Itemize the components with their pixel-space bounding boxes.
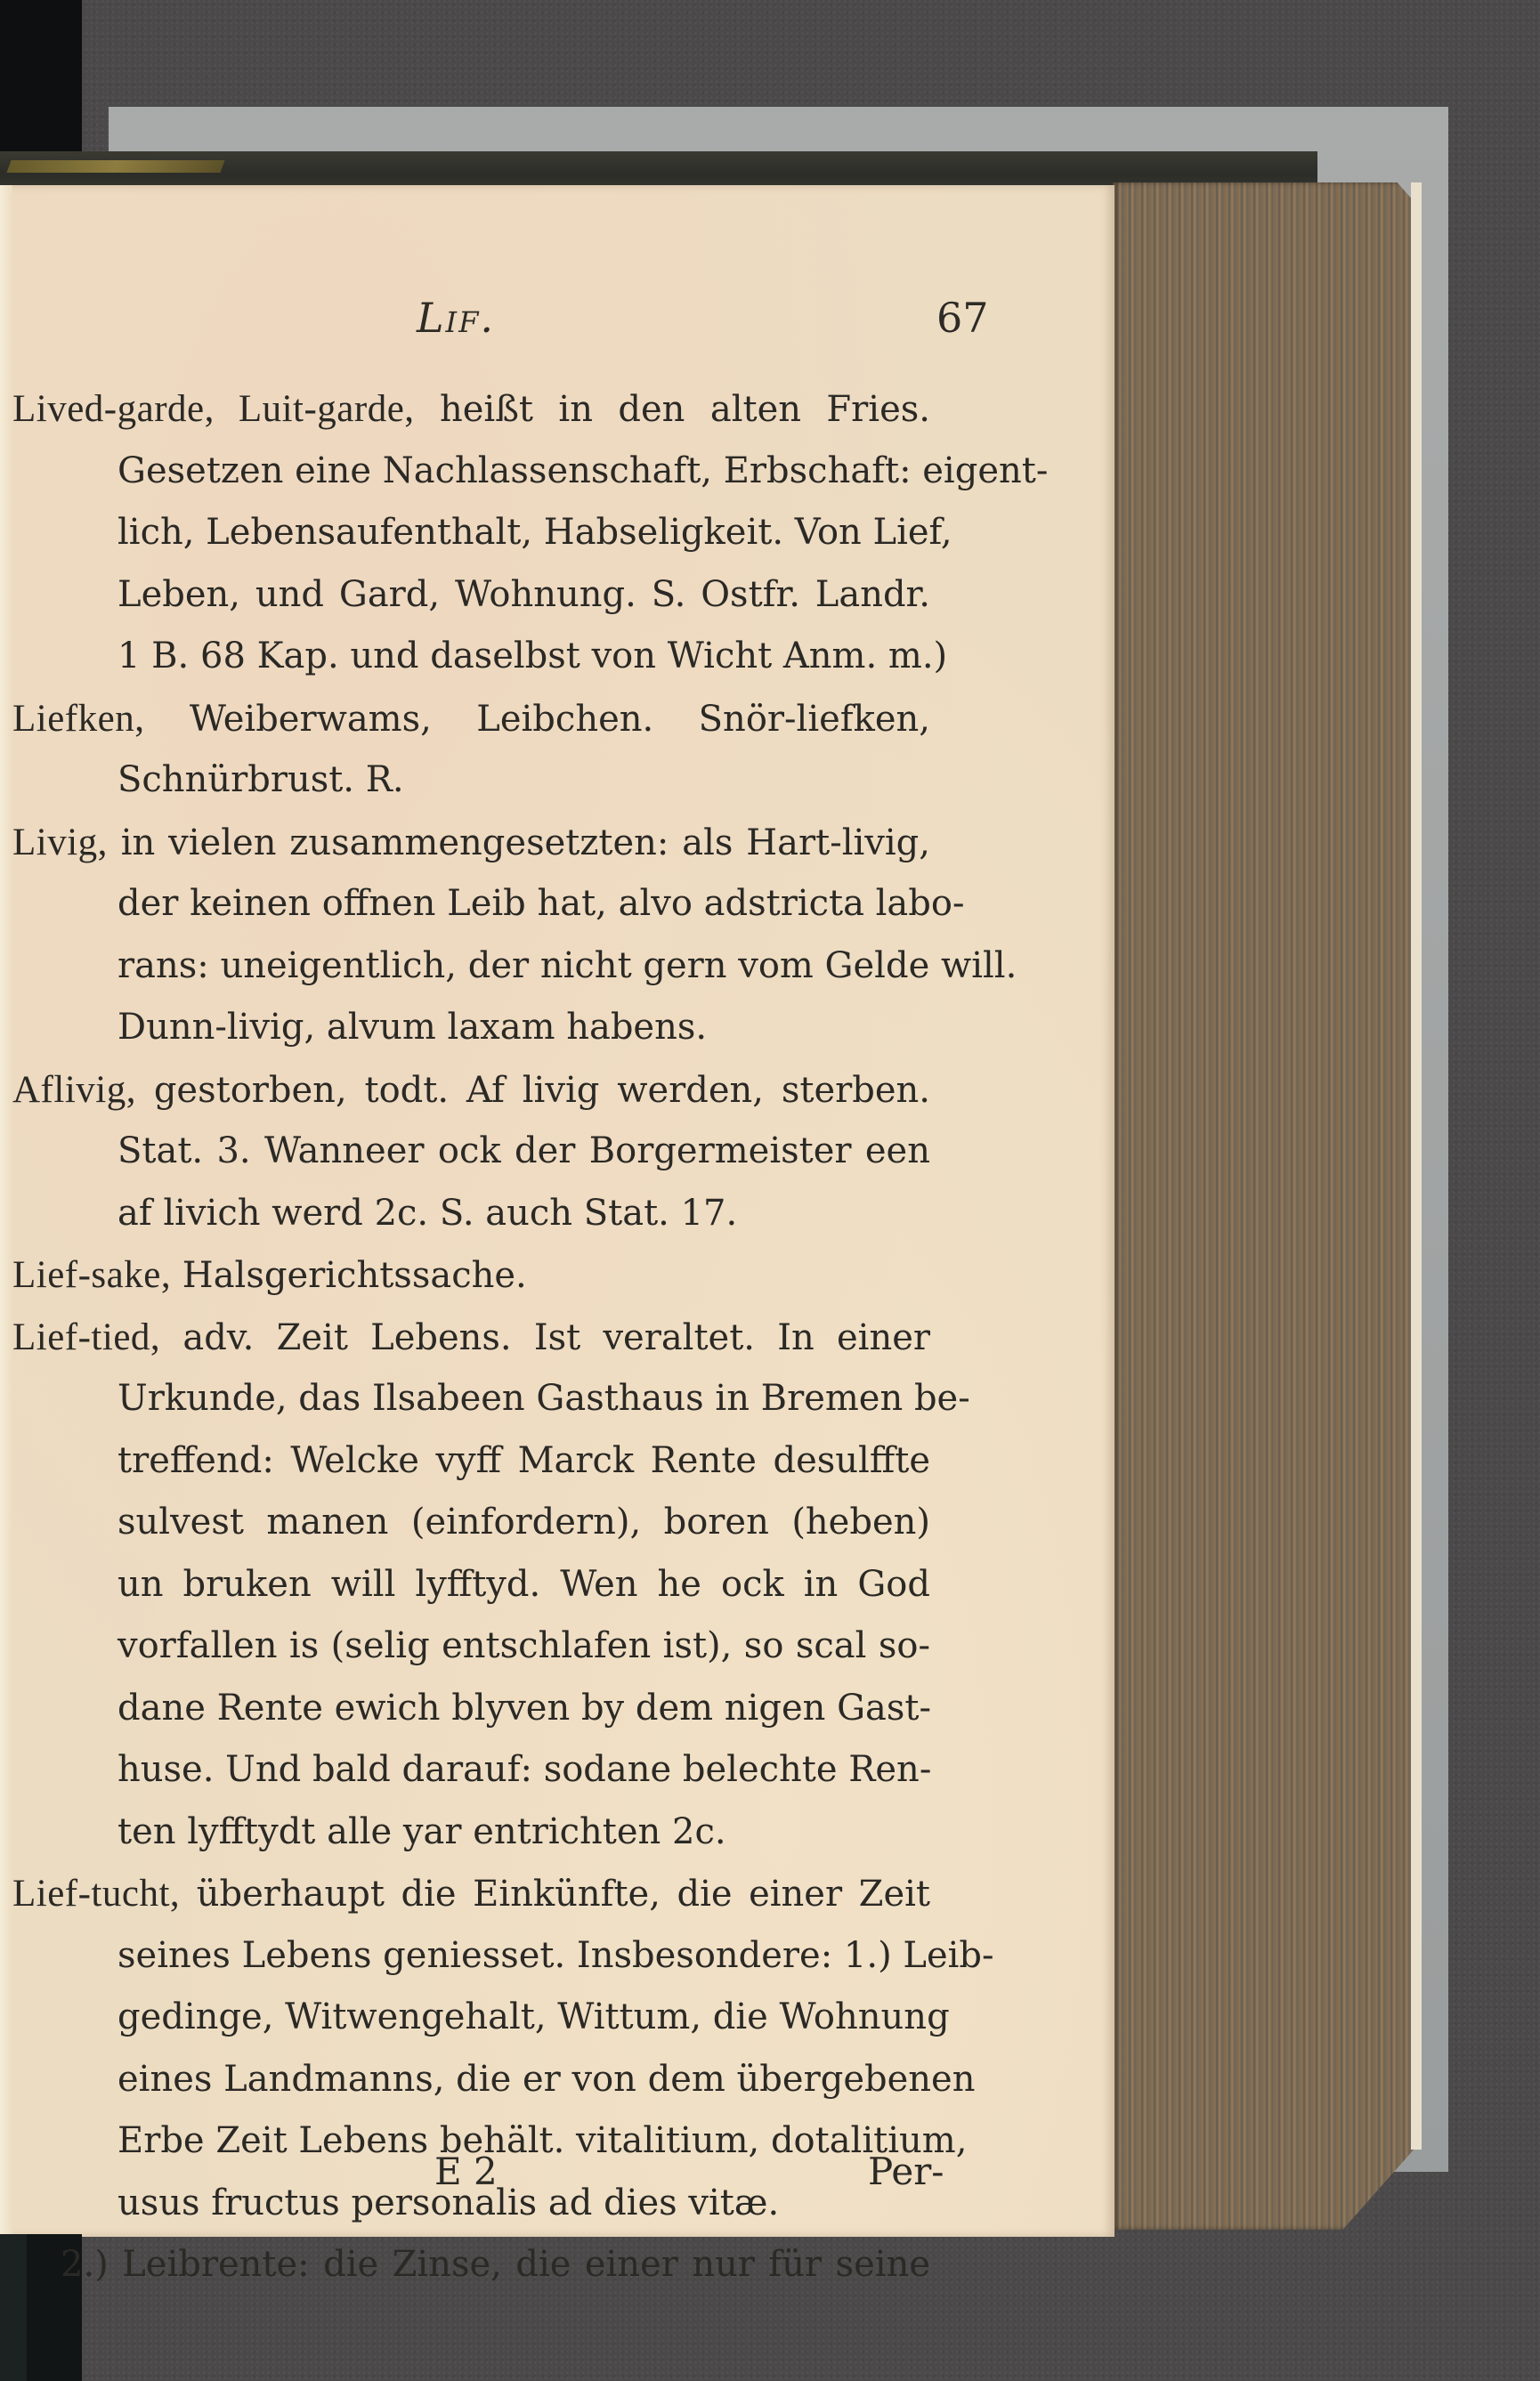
fore-edge-endpaper (1411, 182, 1422, 2150)
text-line (0, 1678, 930, 1740)
text-line (0, 749, 930, 812)
line-text: lich, Lebensaufenthalt, Habseligkeit. Von Lief, (118, 512, 952, 553)
line-text: usus fructus personalis ad dies vitæ. (118, 2182, 780, 2223)
dictionary-entry-line (0, 1307, 930, 1369)
book-fore-edge (1113, 182, 1415, 2230)
line-text: 1 B. 68 Kap. und daselbst von Wicht Anm. m.) (118, 636, 948, 676)
dictionary-entry-line (0, 812, 930, 874)
line-text: treffend: Welcke vyff Marck Rente desulffte (118, 1439, 930, 1481)
line-text: dane Rente ewich blyven by dem nigen Gast- (118, 1687, 932, 1729)
line-text: Dunn-livig, alvum laxam habens. (118, 1007, 708, 1048)
text-line (0, 1925, 994, 1988)
text-line (0, 564, 930, 627)
text-line (0, 441, 1049, 503)
text-line (0, 502, 952, 564)
text-line (0, 1121, 930, 1183)
line-text: der keinen offnen Leib hat, alvo adstricta labo- (118, 883, 965, 924)
text-line (0, 1987, 950, 2049)
line-text: rans: uneigentlich, der nicht gern vom Gelde will. (118, 944, 1017, 986)
text-line (0, 873, 965, 935)
line-text: sulvest manen (einfordern), boren (heben) (118, 1502, 930, 1543)
line-text: in vielen zusammengesetzten: als Hart-livig, (107, 822, 930, 863)
page-number: 67 (936, 294, 989, 342)
text-line (0, 2234, 930, 2296)
text-line (0, 1739, 930, 1802)
text-line (0, 1183, 930, 1245)
dictionary-entry-line (0, 1863, 930, 1925)
line-text: huse. Und bald darauf: sodane belechte Ren- (118, 1749, 932, 1790)
dictionary-entry-line (0, 688, 930, 750)
signature-mark: E 2 (434, 2150, 498, 2193)
dictionary-entry-line (0, 378, 930, 441)
line-text: Stat. 3. Wanneer ock der Borgermeister een (118, 1130, 930, 1171)
text-line (0, 1616, 930, 1678)
line-text: Urkunde, das Ilsabeen Gasthaus in Bremen be- (118, 1378, 970, 1419)
line-text: vorfallen is (selig entschlafen ist), so scal so- (118, 1625, 930, 1666)
line-text: un bruken will lyfftyd. Wen he ock in God (118, 1563, 930, 1605)
line-text: ten lyfftydt alle yar entrichten 2c. (118, 1810, 726, 1852)
line-text: seines Lebens geniesset. Insbesondere: 1.) Leib- (118, 1934, 994, 1976)
line-text: Erbe Zeit Lebens behält. vitalitium, dotalitium, (118, 2120, 968, 2161)
catchword: Per- (868, 2150, 944, 2193)
line-text: Leben, und Gard, Wohnung. S. Ostfr. Landr. (118, 573, 930, 615)
text-line (0, 1802, 930, 1864)
text-line (0, 2049, 976, 2111)
line-text: überhaupt die Einkünfte, die einer Zeit (180, 1874, 930, 1915)
running-head: Lif. (417, 294, 496, 342)
black-backdrop-top (0, 0, 82, 169)
text-line (0, 626, 948, 688)
line-text: gestorben, todt. Af livig werden, sterben. (135, 1069, 930, 1111)
line-text: Gesetzen eine Nachlassenschaft, Erbschaft: eigent- (118, 449, 1049, 491)
headword: Lief-tucht, (12, 1873, 181, 1915)
line-text: eines Landmanns, die er von dem übergebenen (118, 2058, 976, 2100)
line-text: Halsgerichtssache. (171, 1255, 527, 1296)
line-text: adv. Zeit Lebens. Ist veraltet. In einer (160, 1316, 930, 1358)
page-footer (0, 2150, 1114, 2203)
text-line (0, 1492, 930, 1554)
line-text: Schnürbrust. R. (118, 759, 404, 800)
headword: Aflivig, (12, 1068, 136, 1111)
headword: Lief-sake, (12, 1254, 172, 1296)
headword: Lief-tied, (12, 1316, 161, 1358)
text-line (0, 935, 1017, 998)
text-line (0, 1554, 930, 1616)
text-line (0, 1430, 930, 1493)
line-text: 2.) Leibrente: die Zinse, die einer nur für seine (61, 2244, 930, 2285)
headword: Liefken, (12, 697, 145, 740)
line-text: Weiberwams, Leibchen. Snör-liefken, (144, 698, 930, 740)
page-header (0, 294, 1114, 347)
line-text: heißt in den alten Fries. (414, 389, 931, 430)
line-text: gedinge, Witwengehalt, Wittum, die Wohnung (118, 1996, 950, 2037)
headword: Lived-garde, Luit-garde, (12, 388, 415, 430)
dictionary-entry-line (0, 1244, 930, 1307)
dictionary-text (0, 378, 1049, 2296)
line-text: af livich werd 2c. S. auch Stat. 17. (118, 1192, 738, 1234)
dictionary-entry-line (0, 1059, 930, 1122)
headword: Livig, (12, 821, 108, 863)
text-line (0, 997, 930, 1059)
text-line (0, 1368, 970, 1430)
